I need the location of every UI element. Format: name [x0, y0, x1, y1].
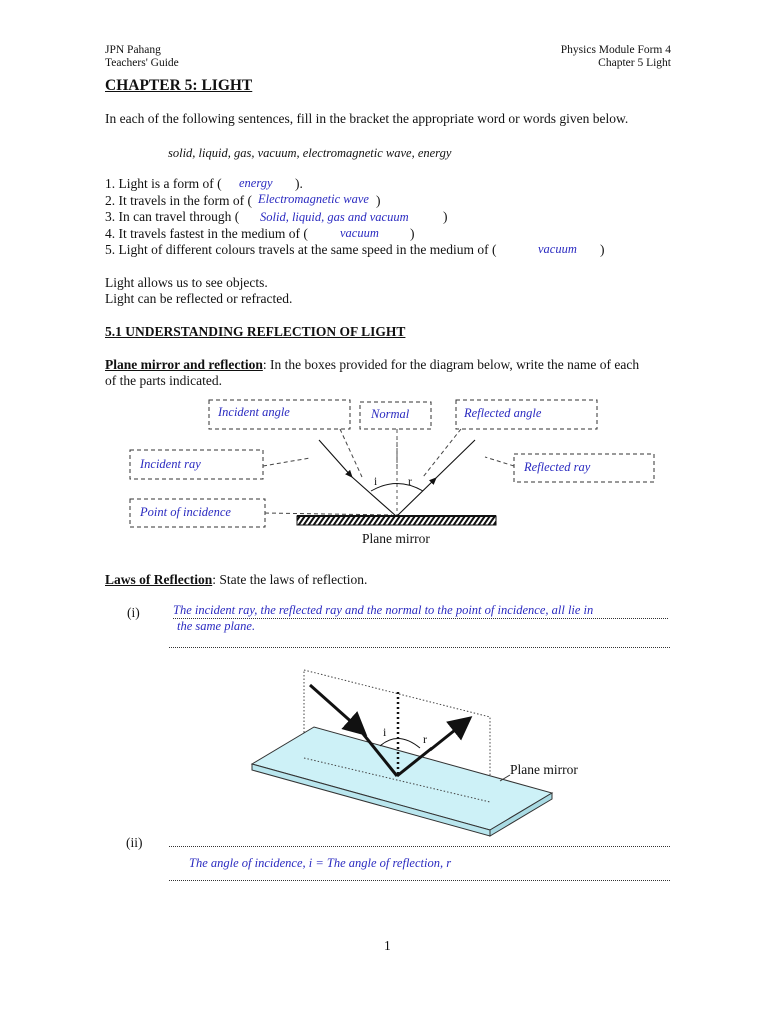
statement-5: 5. Light of different colours travels at the same speed in the medium of (	[105, 242, 497, 257]
plane-mirror-heading: Plane mirror and reflection	[105, 357, 263, 372]
angle-r-label-3d: r	[423, 732, 427, 746]
law1-numeral: (i)	[127, 605, 140, 620]
law2-numeral: (ii)	[126, 835, 143, 850]
label-reflected-ray: Reflected ray	[524, 460, 591, 474]
statement-2-answer: Electromagnetic wave	[258, 192, 369, 206]
section-title: 5.1 UNDERSTANDING REFLECTION OF LIGHT	[105, 324, 406, 339]
law1-line2: the same plane.	[177, 619, 256, 633]
plane-mirror-instruction: Plane mirror and reflection: In the boxes provided for the diagram below, write the name of each	[105, 357, 640, 372]
label-normal: Normal	[371, 407, 410, 421]
laws-heading: Laws of Reflection	[105, 572, 213, 587]
statement-1: 1. Light is a form of (	[105, 176, 222, 191]
law2-answer: The angle of incidence, i = The angle of reflection, r	[189, 856, 452, 870]
statement-5-close: )	[600, 242, 605, 257]
header-left-line2: Teachers' Guide	[105, 57, 179, 69]
angle-i-label-3d: i	[383, 725, 387, 739]
incident-ray-3d	[310, 685, 365, 734]
instruction-text: In each of the following sentences, fill in the bracket the appropriate word or words given below.	[105, 111, 629, 126]
label-incident-ray: Incident ray	[140, 457, 201, 471]
laws-of-reflection: Laws of Reflection: State the laws of reflection.	[105, 572, 368, 587]
mirror-label-3d: Plane mirror	[510, 762, 578, 777]
header-right-line2: Chapter 5 Light	[598, 57, 671, 69]
statement-1-close: ).	[295, 176, 303, 191]
statement-4-answer: vacuum	[340, 226, 379, 240]
statement-3-answer: Solid, liquid, gas and vacuum	[260, 210, 409, 224]
label-incident-angle: Incident angle	[218, 405, 290, 419]
statement-1-answer: energy	[239, 176, 273, 190]
statement-3-close: )	[443, 209, 448, 224]
angle-i-label: i	[374, 476, 378, 488]
word-bank: solid, liquid, gas, vacuum, electromagnetic wave, energy	[168, 146, 452, 160]
note-2: Light can be reflected or refracted.	[105, 291, 293, 306]
reflected-ray-3d	[430, 718, 470, 750]
statement-4-close: )	[410, 226, 415, 241]
label-reflected-angle: Reflected angle	[464, 406, 542, 420]
law1-line1: The incident ray, the reflected ray and the normal to the point of incidence, all lie in	[173, 603, 668, 619]
header-right-line1: Physics Module Form 4	[560, 44, 671, 56]
law2-dotted-line-1	[169, 836, 670, 847]
header-left-line1: JPN Pahang	[105, 44, 161, 56]
plane-mirror-instruction-2: of the parts indicated.	[105, 373, 222, 388]
page-number: 1	[384, 938, 391, 953]
statement-5-answer: vacuum	[538, 242, 577, 256]
statement-2: 2. It travels in the form of (	[105, 193, 252, 208]
chapter-title: CHAPTER 5: LIGHT	[105, 77, 253, 94]
statement-4: 4. It travels fastest in the medium of (	[105, 226, 308, 241]
angle-r-label: r	[408, 476, 412, 488]
statement-3: 3. In can travel through (	[105, 209, 240, 224]
statement-2-close: )	[376, 193, 381, 208]
label-point-of-incidence: Point of incidence	[140, 505, 231, 519]
note-1: Light allows us to see objects.	[105, 275, 268, 290]
mirror-caption: Plane mirror	[362, 531, 430, 546]
law2-dotted-line-2	[169, 870, 670, 881]
